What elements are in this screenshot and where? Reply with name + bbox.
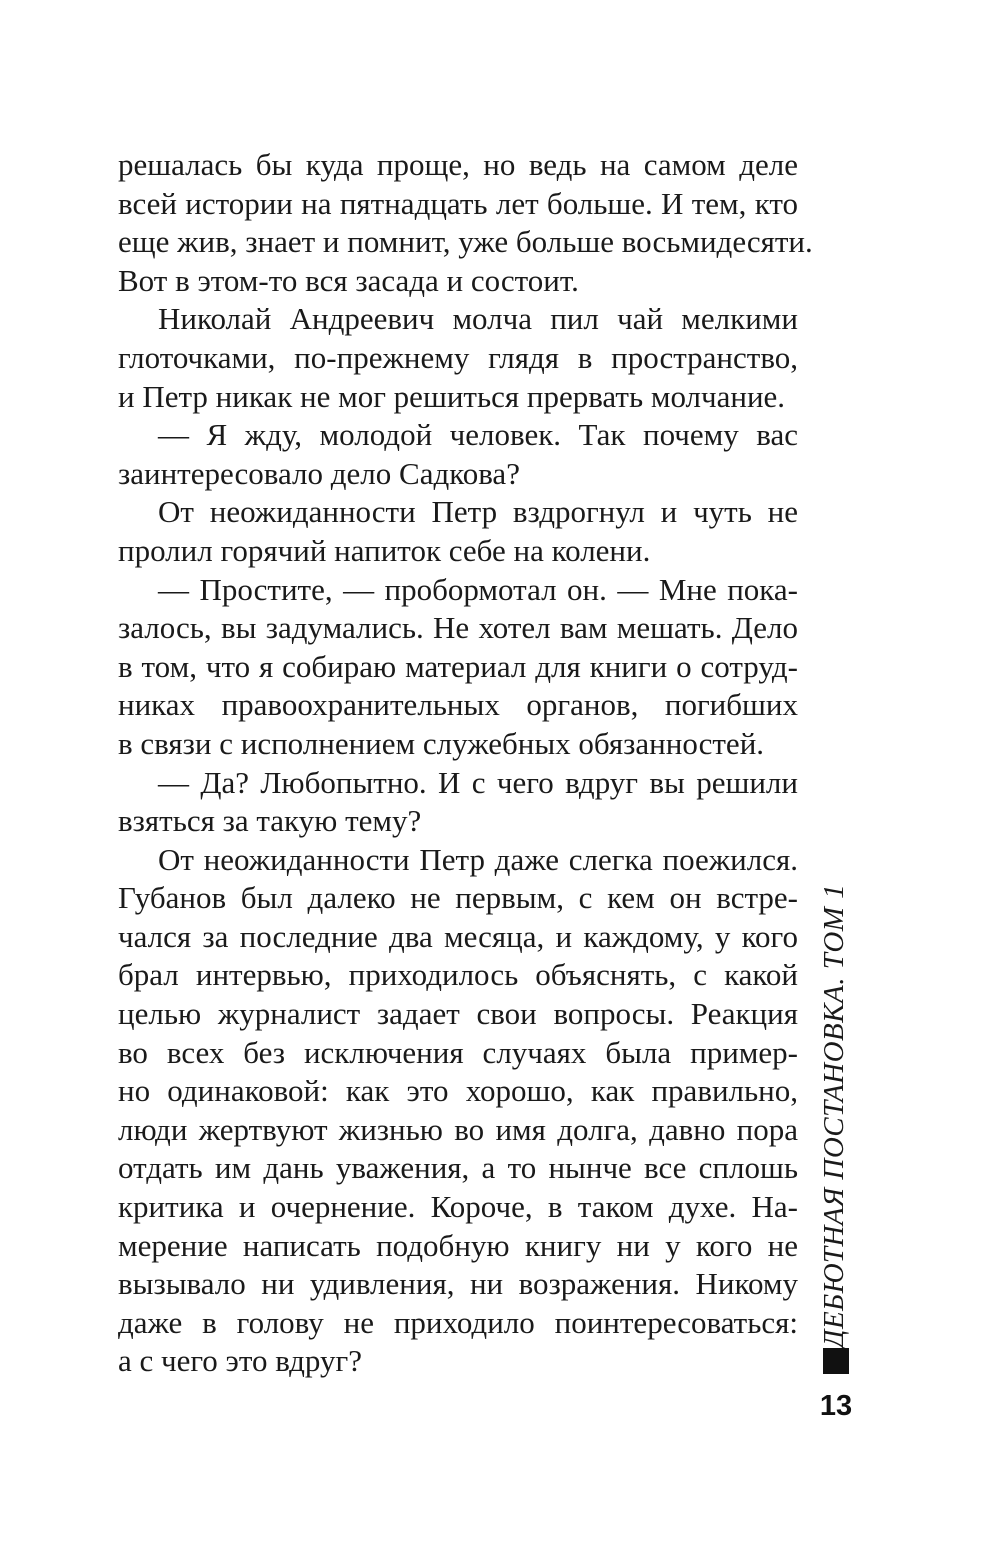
text-line: целью журналист задает свои вопросы. Реакция <box>118 996 798 1032</box>
text-line: взяться за такую тему? <box>118 803 422 839</box>
text-line: отдать им дань уважения, а то нынче все сплошь <box>118 1150 798 1186</box>
running-title: ДЕБЮТНАЯ ПОСТАНОВКА. ТОМ 1 <box>818 883 850 1348</box>
text-line: в том, что я собираю материал для книги о сотруд- <box>118 648 798 684</box>
text-line: заинтересовало дело Садкова? <box>118 455 520 491</box>
text-line: От неожиданности Петр вздрогнул и чуть не <box>158 494 798 530</box>
text-line: решалась бы куда проще, но ведь на самом деле <box>118 147 798 182</box>
body-text <box>118 146 813 1381</box>
text-line: и Петр никак не мог решиться прервать молчание. <box>118 378 786 414</box>
text-line: мерение написать подобную книгу ни у кого не <box>118 1227 798 1263</box>
text-line: вызывало ни удивления, ни возражения. Никому <box>118 1266 798 1302</box>
text-line: От неожиданности Петр даже слегка поежился. <box>158 841 798 877</box>
text-line: во всех без исключения случаях была пример- <box>118 1034 798 1070</box>
text-line: Губанов был далеко не первым, с кем он встре- <box>118 880 798 916</box>
page-number: 13 <box>819 1390 853 1422</box>
square-marker-icon <box>823 1348 849 1374</box>
text-line: пролил горячий напиток себе на колени. <box>118 532 651 568</box>
text-line: в связи с исполнением служебных обязанностей. <box>118 725 765 761</box>
text-line: глоточками, по-прежнему глядя в пространство, <box>118 339 798 375</box>
text-line: брал интервью, приходилось объяснять, с какой <box>118 957 798 993</box>
text-line: даже в голову не приходило поинтересоваться: <box>118 1304 798 1340</box>
text-line: критика и очернение. Короче, в таком духе. На- <box>118 1189 798 1225</box>
text-line: — Да? Любопытно. И с чего вдруг вы решили <box>158 764 798 800</box>
text-line: чался за последние два месяца, и каждому, у кого <box>118 918 798 954</box>
text-line: никах правоохранительных органов, погибших <box>118 687 798 723</box>
text-line: Николай Андреевич молча пил чай мелкими <box>158 301 798 337</box>
text-line: залось, вы задумались. Не хотел вам мешать. Дело <box>118 610 798 646</box>
text-line: — Я жду, молодой человек. Так почему вас <box>158 417 798 453</box>
text-line: а с чего это вдруг? <box>118 1343 362 1379</box>
text-line: всей истории на пятнадцать лет больше. И тем, кто <box>118 185 798 221</box>
text-line: но одинаковой: как это хорошо, как правильно, <box>118 1073 798 1109</box>
text-line: еще жив, знает и помнит, уже больше восьмидесяти. <box>118 224 813 260</box>
text-line: — Простите, — пробормотал он. — Мне пока- <box>158 571 798 607</box>
text-line: люди жертвуют жизнью во имя долга, давно пора <box>118 1111 798 1147</box>
text-line: Вот в этом-то вся засада и состоит. <box>118 262 579 298</box>
